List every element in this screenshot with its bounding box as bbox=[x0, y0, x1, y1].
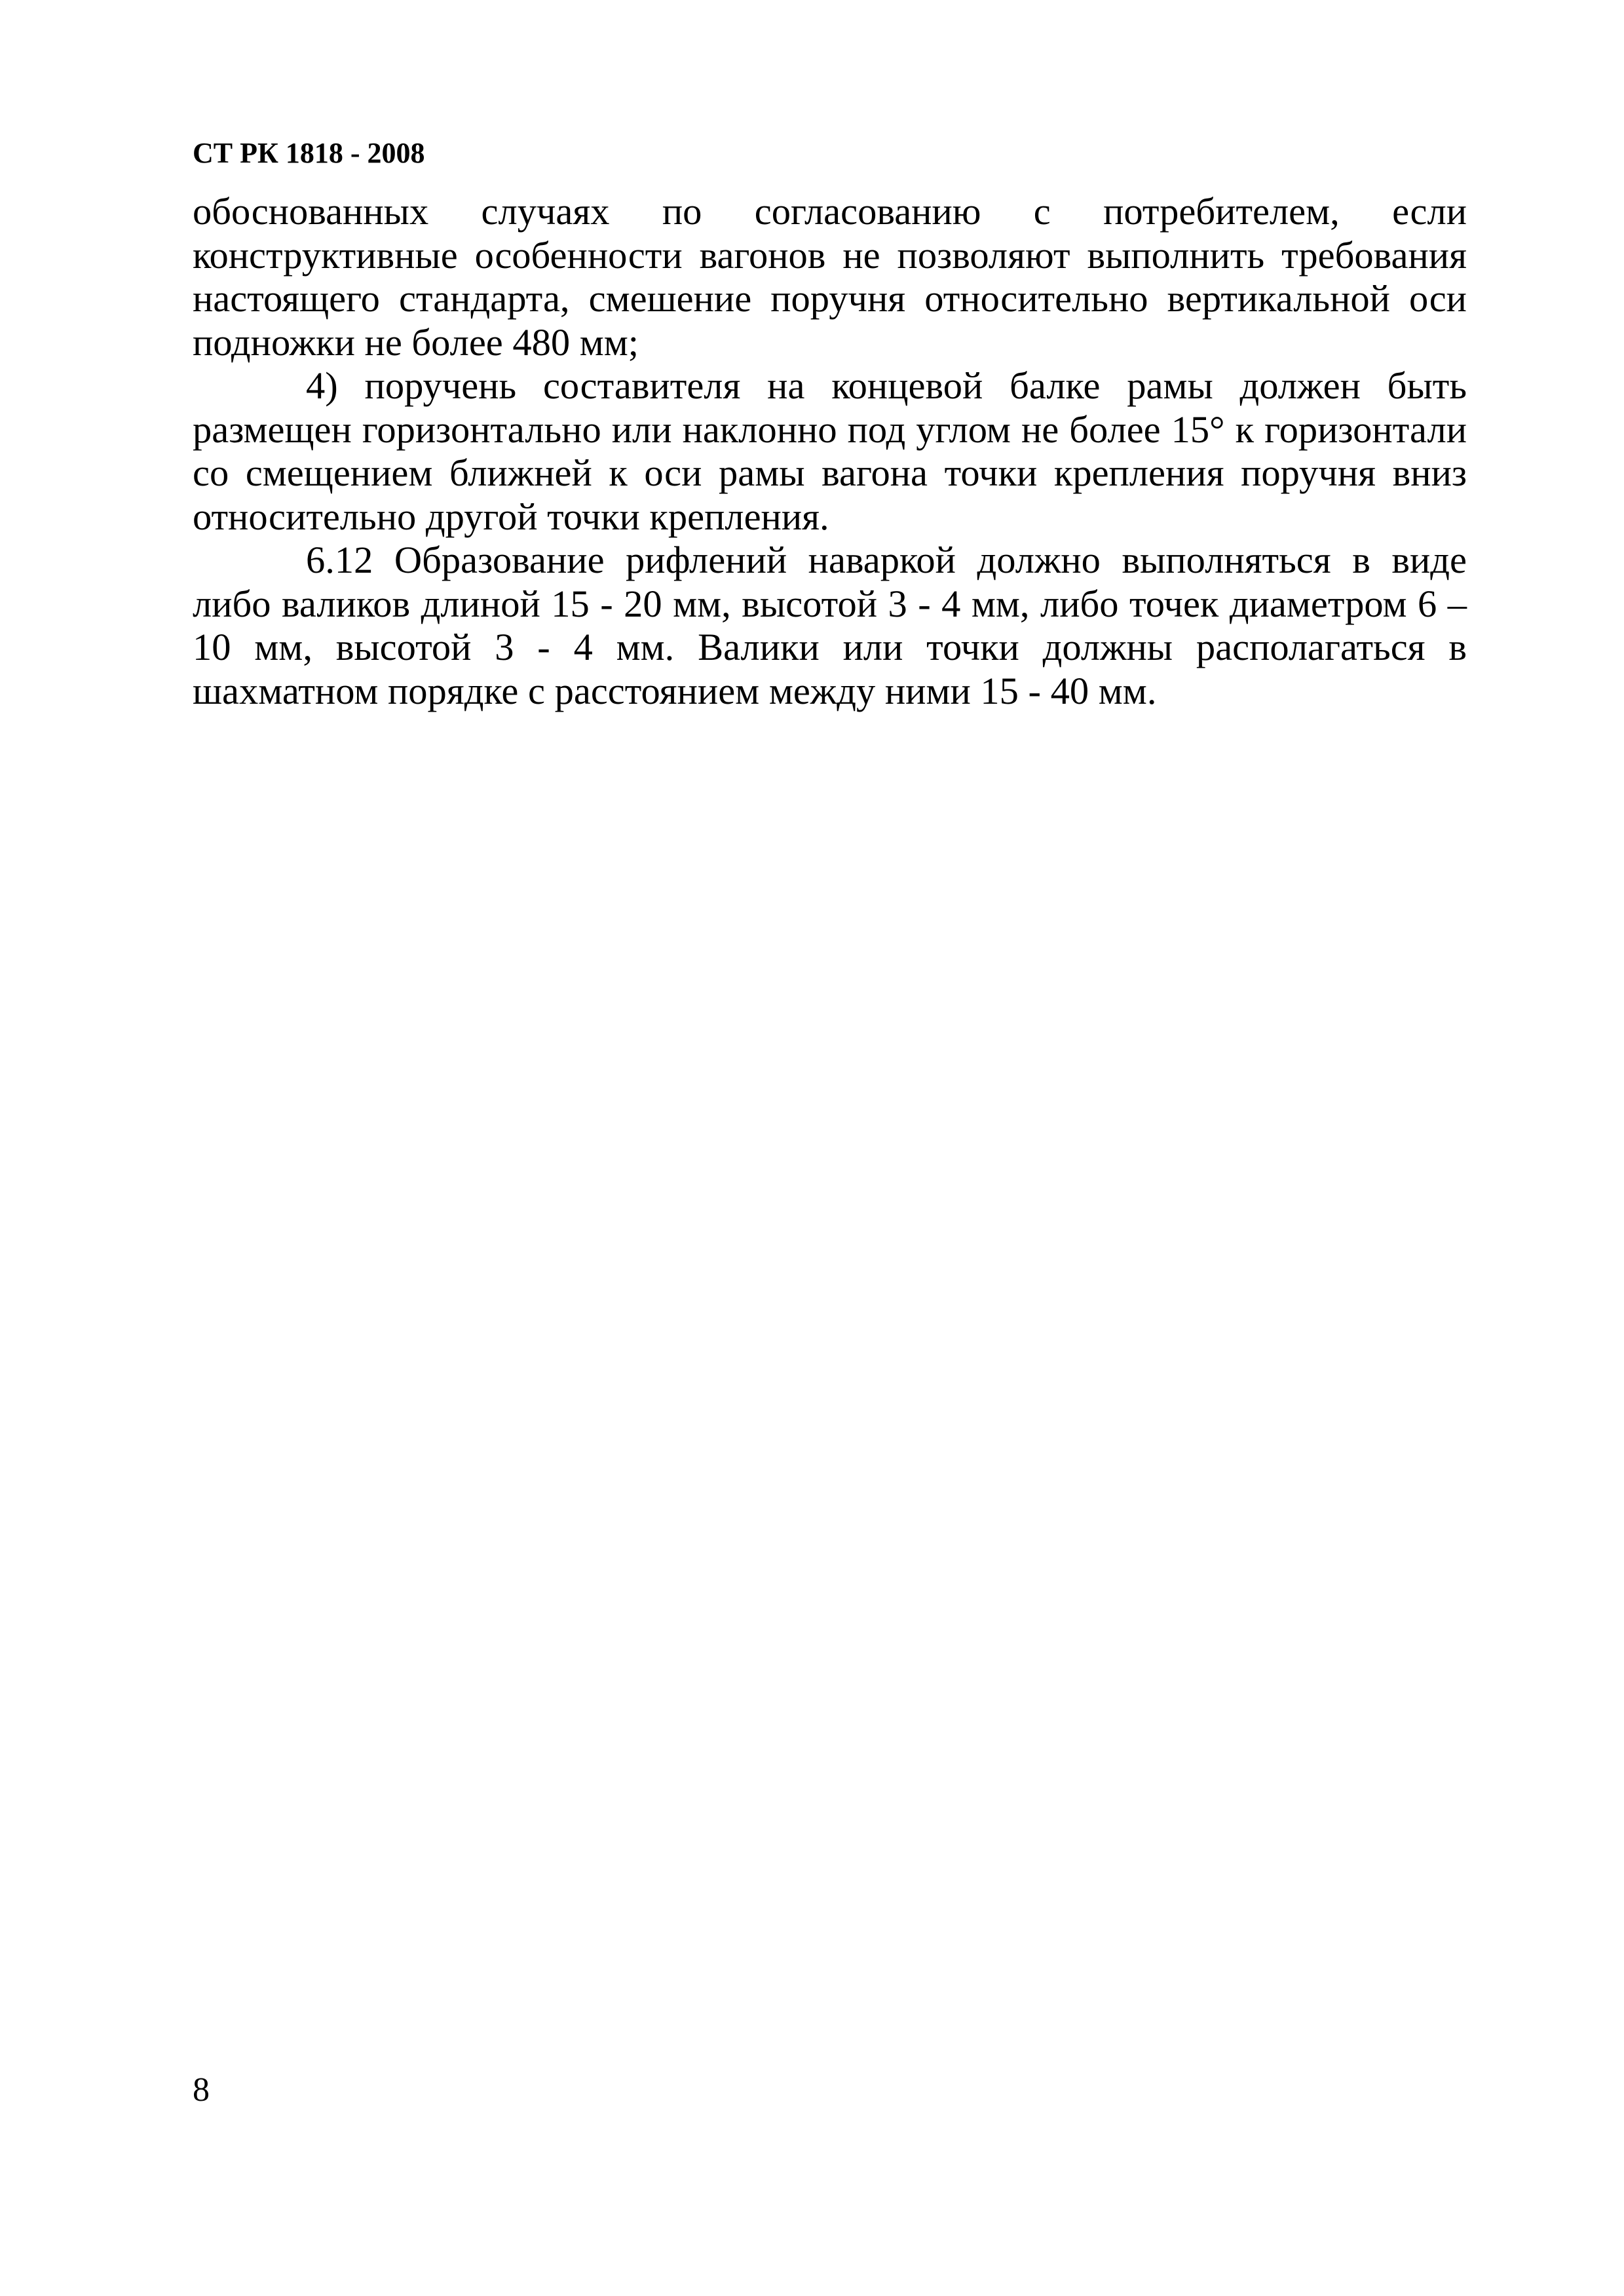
document-body bbox=[193, 190, 1467, 713]
paragraph-6-12: 6.12 Образование рифлений наваркой должно выполняться в виде либо валиков длиной 15 - 20 мм, высотой 3 - 4 мм, либо точек диаметром 6 – 10 мм, высотой 3 - 4 мм. Валики или точки должны располагаться в шахматном порядке с расстоянием между ними 15 - 40 мм. bbox=[193, 539, 1467, 712]
paragraph-continuation: обоснованных случаях по согласованию с потребителем, если конструктивные особенности вагонов не позволяют выполнить требования настоящего стандарта, смешение поручня относительно вертикальной оси подножки не более 480 мм; bbox=[193, 190, 1467, 364]
paragraph-item-4: 4) поручень составителя на концевой балке рамы должен быть размещен горизонтально или наклонно под углом не более 15° к горизонтали со смещением ближней к оси рамы вагона точки крепления поручня вниз относительно другой точки крепления. bbox=[193, 364, 1467, 538]
page-number: 8 bbox=[193, 2071, 210, 2109]
document-header: СТ РК 1818 - 2008 bbox=[193, 137, 425, 169]
